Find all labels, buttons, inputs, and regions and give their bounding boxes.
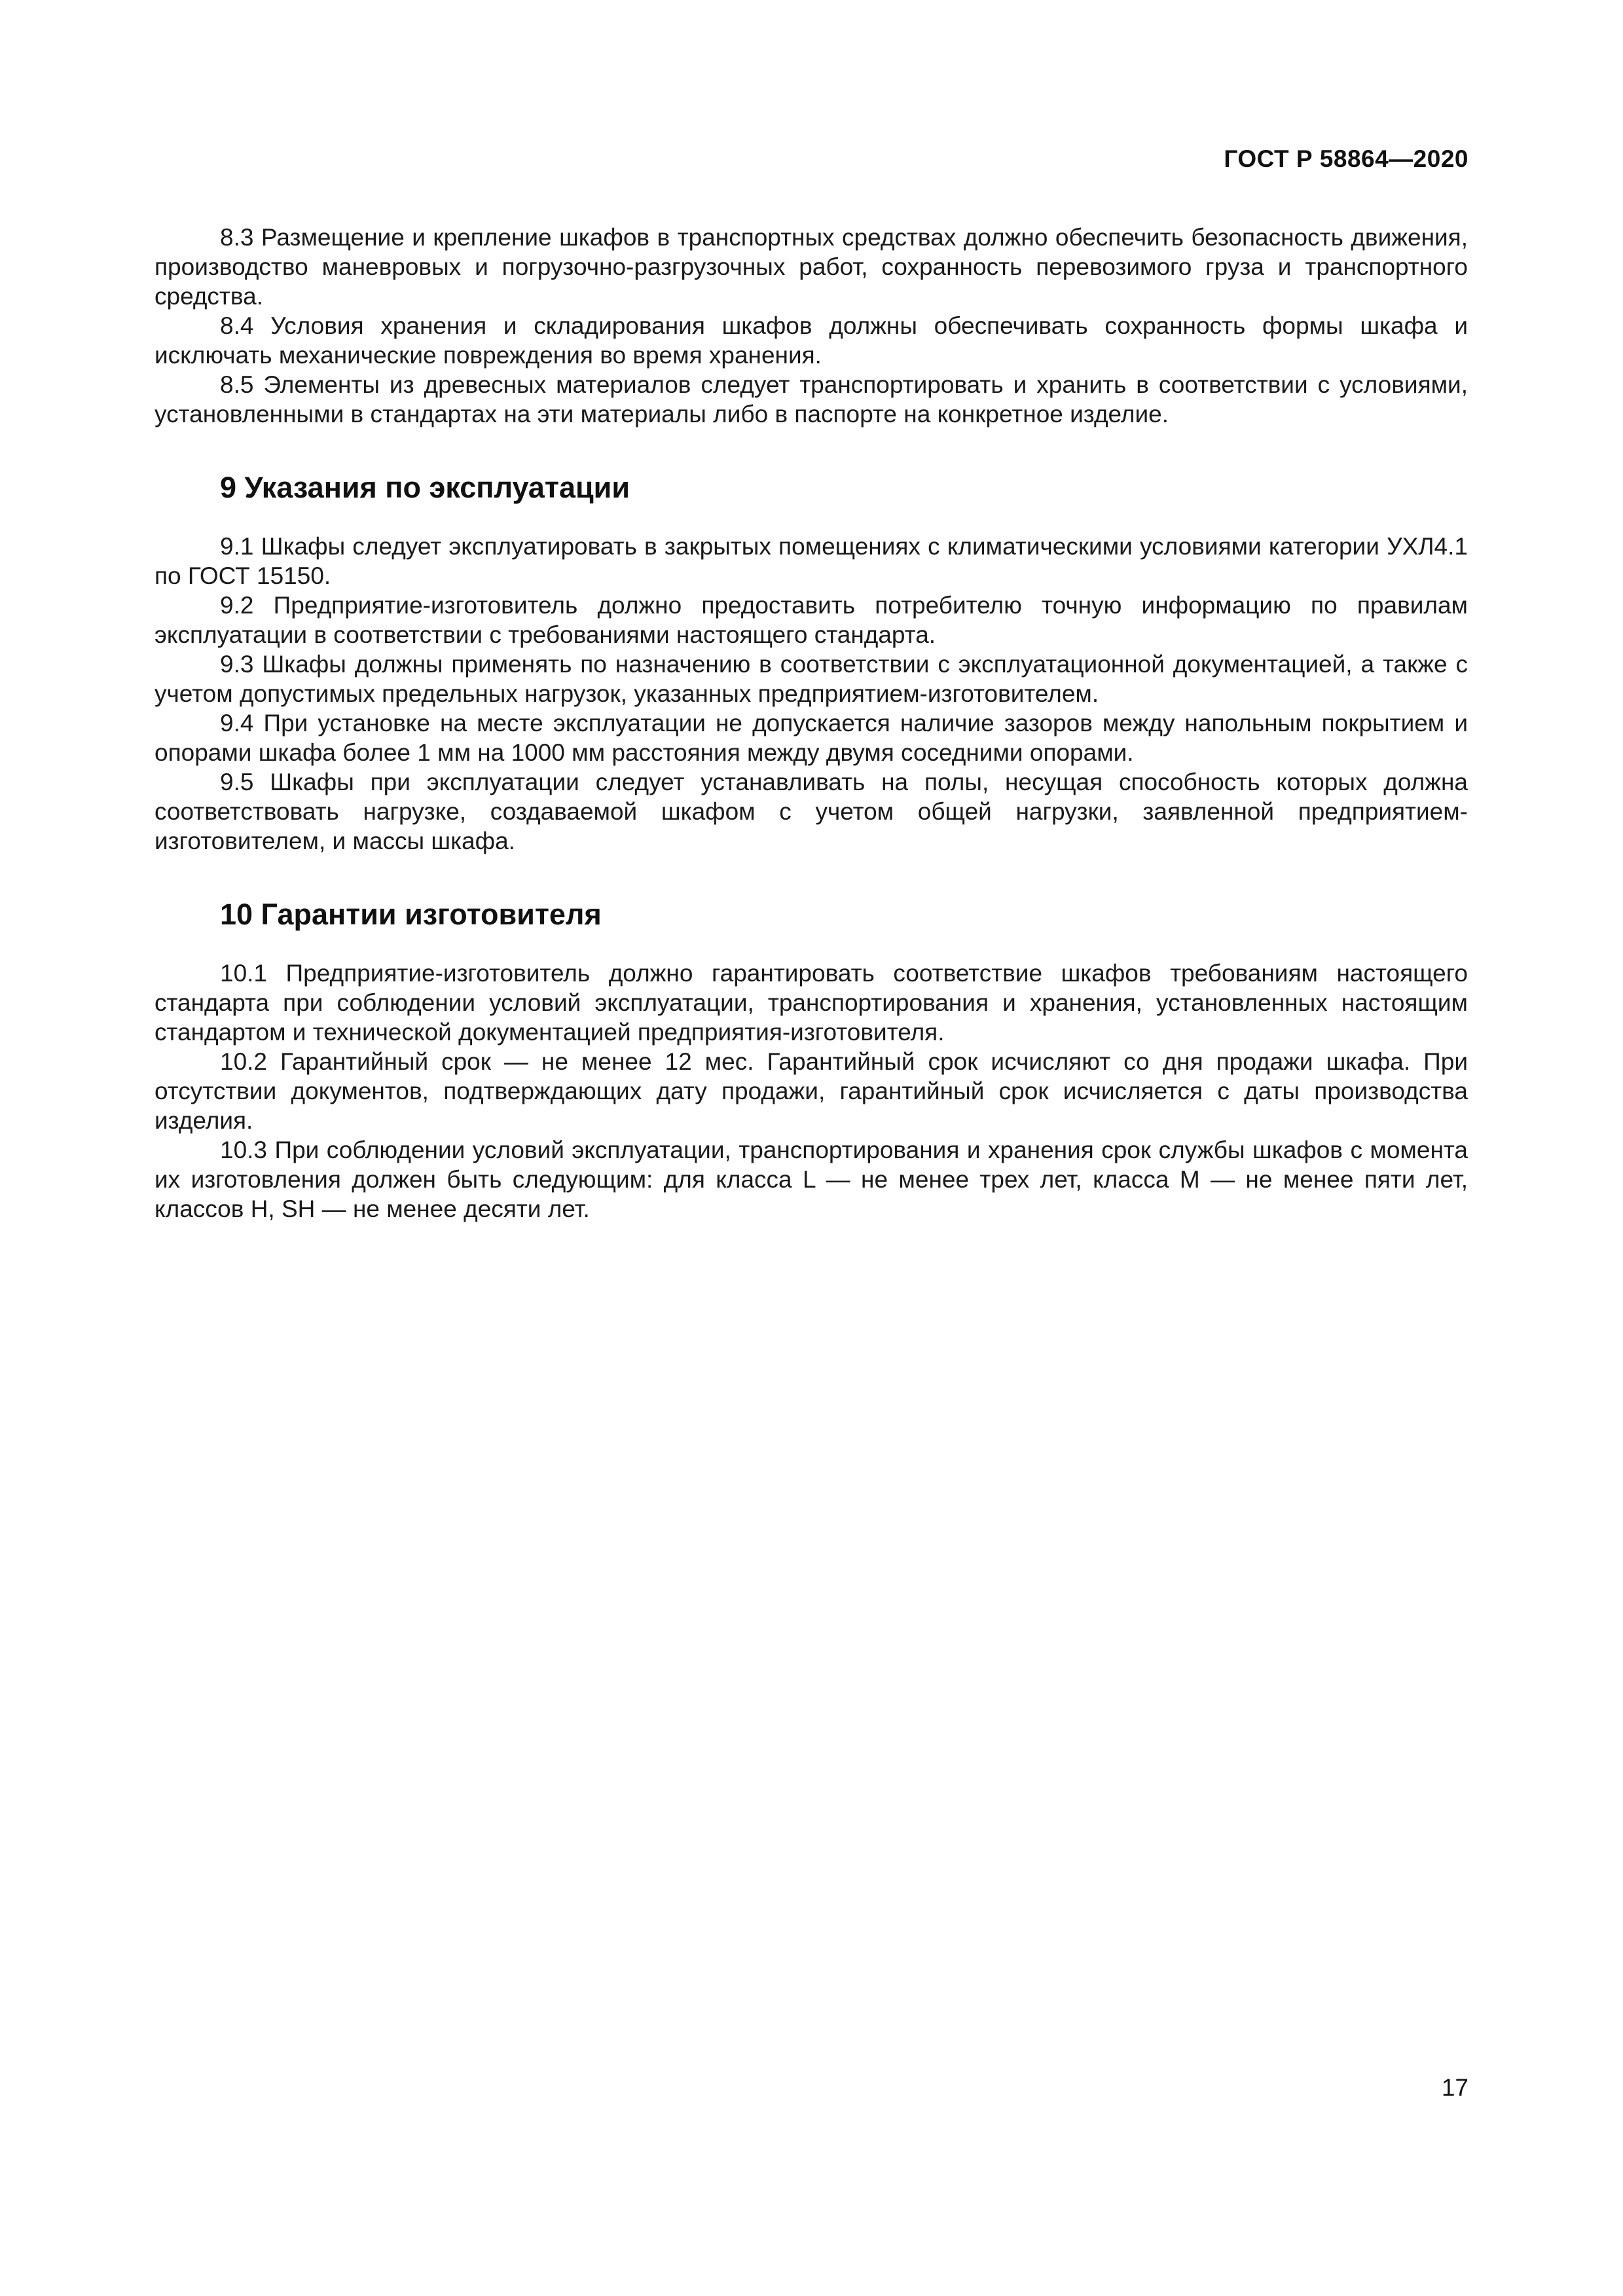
section-8 xyxy=(155,223,1468,429)
section-9 xyxy=(155,532,1468,856)
section-10 xyxy=(155,958,1468,1224)
document-body xyxy=(155,223,1468,1224)
paragraph-10-1: 10.1 Предприятие-изготовитель должно гарантировать соответствие шкафов требованиям настоящего стандарта при соблюдении условий эксплуатации, транспортирования и хранения, установленных настоящим стандартом и технической документацией предприятия-изготовителя. xyxy=(155,960,1468,1046)
paragraph-9-1: 9.1 Шкафы следует эксплуатировать в закрытых помещениях с климатическими условиями категории УХЛ4.1 по ГОСТ 15150. xyxy=(155,533,1468,589)
paragraph-8-3: 8.3 Размещение и крепление шкафов в транспортных средствах должно обеспечить безопасность движения, производство маневровых и погрузочно-разгрузочных работ, сохранность перевозимого груза и транспортного средства. xyxy=(155,224,1468,310)
paragraph-8-5: 8.5 Элементы из древесных материалов следует транспортировать и хранить в соответствии с условиями, установленными в стандартах на эти материалы либо в паспорте на конкретное изделие. xyxy=(155,371,1468,428)
paragraph-9-2: 9.2 Предприятие-изготовитель должно предоставить потребителю точную информацию по правилам эксплуатации в соответствии с требованиями настоящего стандарта. xyxy=(155,592,1468,648)
paragraph-8-4: 8.4 Условия хранения и складирования шкафов должны обеспечивать сохранность формы шкафа и исключать механические повреждения во время хранения. xyxy=(155,312,1468,369)
paragraph-9-4: 9.4 При установке на месте эксплуатации не допускается наличие зазоров между напольным покрытием и опорами шкафа более 1 мм на 1000 мм расстояния между двумя соседними опорами. xyxy=(155,710,1468,766)
section-10-heading: 10 Гарантии изготовителя xyxy=(220,898,602,931)
document-code: ГОСТ Р 58864—2020 xyxy=(1224,145,1468,172)
section-9-heading: 9 Указания по эксплуатации xyxy=(220,471,630,504)
paragraph-9-3: 9.3 Шкафы должны применять по назначению в соответствии с эксплуатационной документацией, а также с учетом допустимых предельных нагрузок, указанных предприятием-изготовителем. xyxy=(155,651,1468,707)
paragraph-10-3: 10.3 При соблюдении условий эксплуатации, транспортирования и хранения срок службы шкафов с момента их изготовления должен быть следующим: для класса L — не менее трех лет, класса М — не менее пяти лет, классов Н, SH — не менее десяти лет. xyxy=(155,1137,1468,1222)
page-number: 17 xyxy=(1441,2074,1468,2101)
paragraph-10-2: 10.2 Гарантийный срок — не менее 12 мес. Гарантийный срок исчисляют со дня продажи шкафа. При отсутствии документов, подтверждающих дату продажи, гарантийный срок исчисляется с даты производства изделия. xyxy=(155,1048,1468,1134)
paragraph-9-5: 9.5 Шкафы при эксплуатации следует устанавливать на полы, несущая способность которых должна соответствовать нагрузке, создаваемой шкафом с учетом общей нагрузки, заявленной предприятием-изготовителем, и массы шкафа. xyxy=(155,769,1468,854)
